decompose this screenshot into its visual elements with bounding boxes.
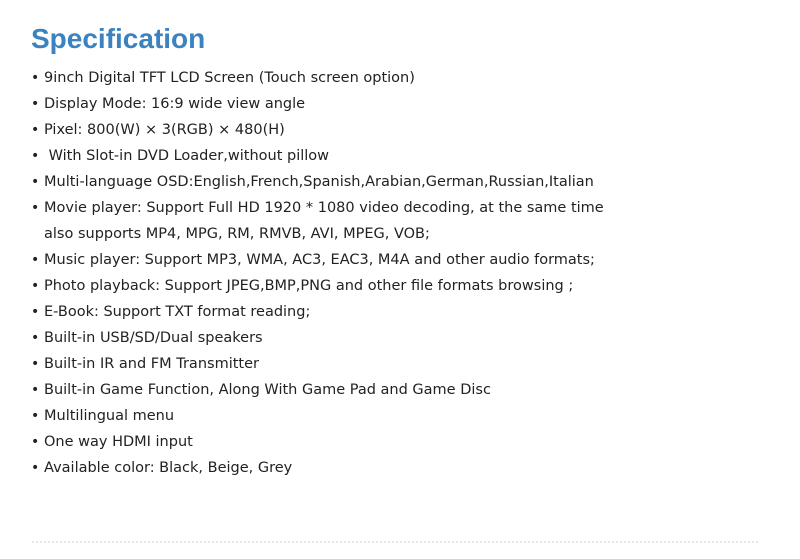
spec-item [30, 429, 730, 455]
spec-item-text: Display Mode: 16:9 wide view angle [44, 96, 306, 112]
bullet-icon: • [31, 330, 40, 346]
bullet-icon: • [31, 70, 40, 86]
spec-item-text: Built-in Game Function, Along With Game Pad and Game Disc [44, 382, 491, 398]
bullet-icon: • [31, 382, 40, 398]
spec-item-text: E-Book: Support TXT format reading; [44, 304, 311, 320]
spec-item-text: Pixel: 800(W) × 3(RGB) × 480(H) [44, 122, 285, 138]
spec-item-text: Multilingual menu [44, 408, 175, 424]
spec-item-text: Available color: Black, Beige, Grey [44, 460, 293, 476]
spec-item-text: Multi-language OSD:English,French,Spanish,Arabian,German,Russian,Italian [44, 174, 594, 190]
spec-item [30, 299, 730, 325]
spec-item-text: 9inch Digital TFT LCD Screen (Touch screen option) [44, 70, 415, 86]
spec-item [30, 455, 730, 481]
spec-item [30, 247, 730, 273]
bullet-icon: • [31, 174, 40, 190]
bullet-icon: • [31, 148, 40, 164]
spec-item-text: Music player: Support MP3, WMA, AC3, EAC3, M4A and other audio formats; [44, 252, 595, 268]
spec-item [30, 377, 730, 403]
spec-item-text: Photo playback: Support JPEG,BMP,PNG and other file formats browsing ; [44, 278, 574, 294]
spec-item [30, 195, 730, 247]
bullet-icon: • [31, 408, 40, 424]
spec-item [30, 143, 730, 169]
page-title: Specification [31, 23, 206, 54]
spec-item-text: Built-in IR and FM Transmitter [44, 356, 259, 372]
spec-item [30, 351, 730, 377]
bullet-icon: • [31, 96, 40, 112]
spec-item-text: With Slot-in DVD Loader,without pillow [44, 148, 330, 164]
bullet-icon: • [31, 122, 40, 138]
spec-item [30, 91, 730, 117]
bullet-icon: • [31, 434, 40, 450]
spec-item-text: One way HDMI input [44, 434, 193, 450]
spec-item [30, 169, 730, 195]
specification-list [30, 65, 730, 481]
spec-item-text-continuation: also supports MP4, MPG, RM, RMVB, AVI, MPEG, VOB; [44, 226, 430, 242]
bullet-icon: • [31, 304, 40, 320]
spec-item [30, 325, 730, 351]
spec-item [30, 117, 730, 143]
bullet-icon: • [31, 460, 40, 476]
bullet-icon: • [31, 252, 40, 268]
spec-item [30, 65, 730, 91]
spec-item-text: Movie player: Support Full HD 1920 * 1080 video decoding, at the same time [44, 200, 604, 216]
dotted-divider [32, 541, 758, 543]
bullet-icon: • [31, 356, 40, 372]
spec-item-text: Built-in USB/SD/Dual speakers [44, 330, 263, 346]
spec-item [30, 273, 730, 299]
bullet-icon: • [31, 278, 40, 294]
spec-item [30, 403, 730, 429]
bullet-icon: • [31, 200, 40, 216]
